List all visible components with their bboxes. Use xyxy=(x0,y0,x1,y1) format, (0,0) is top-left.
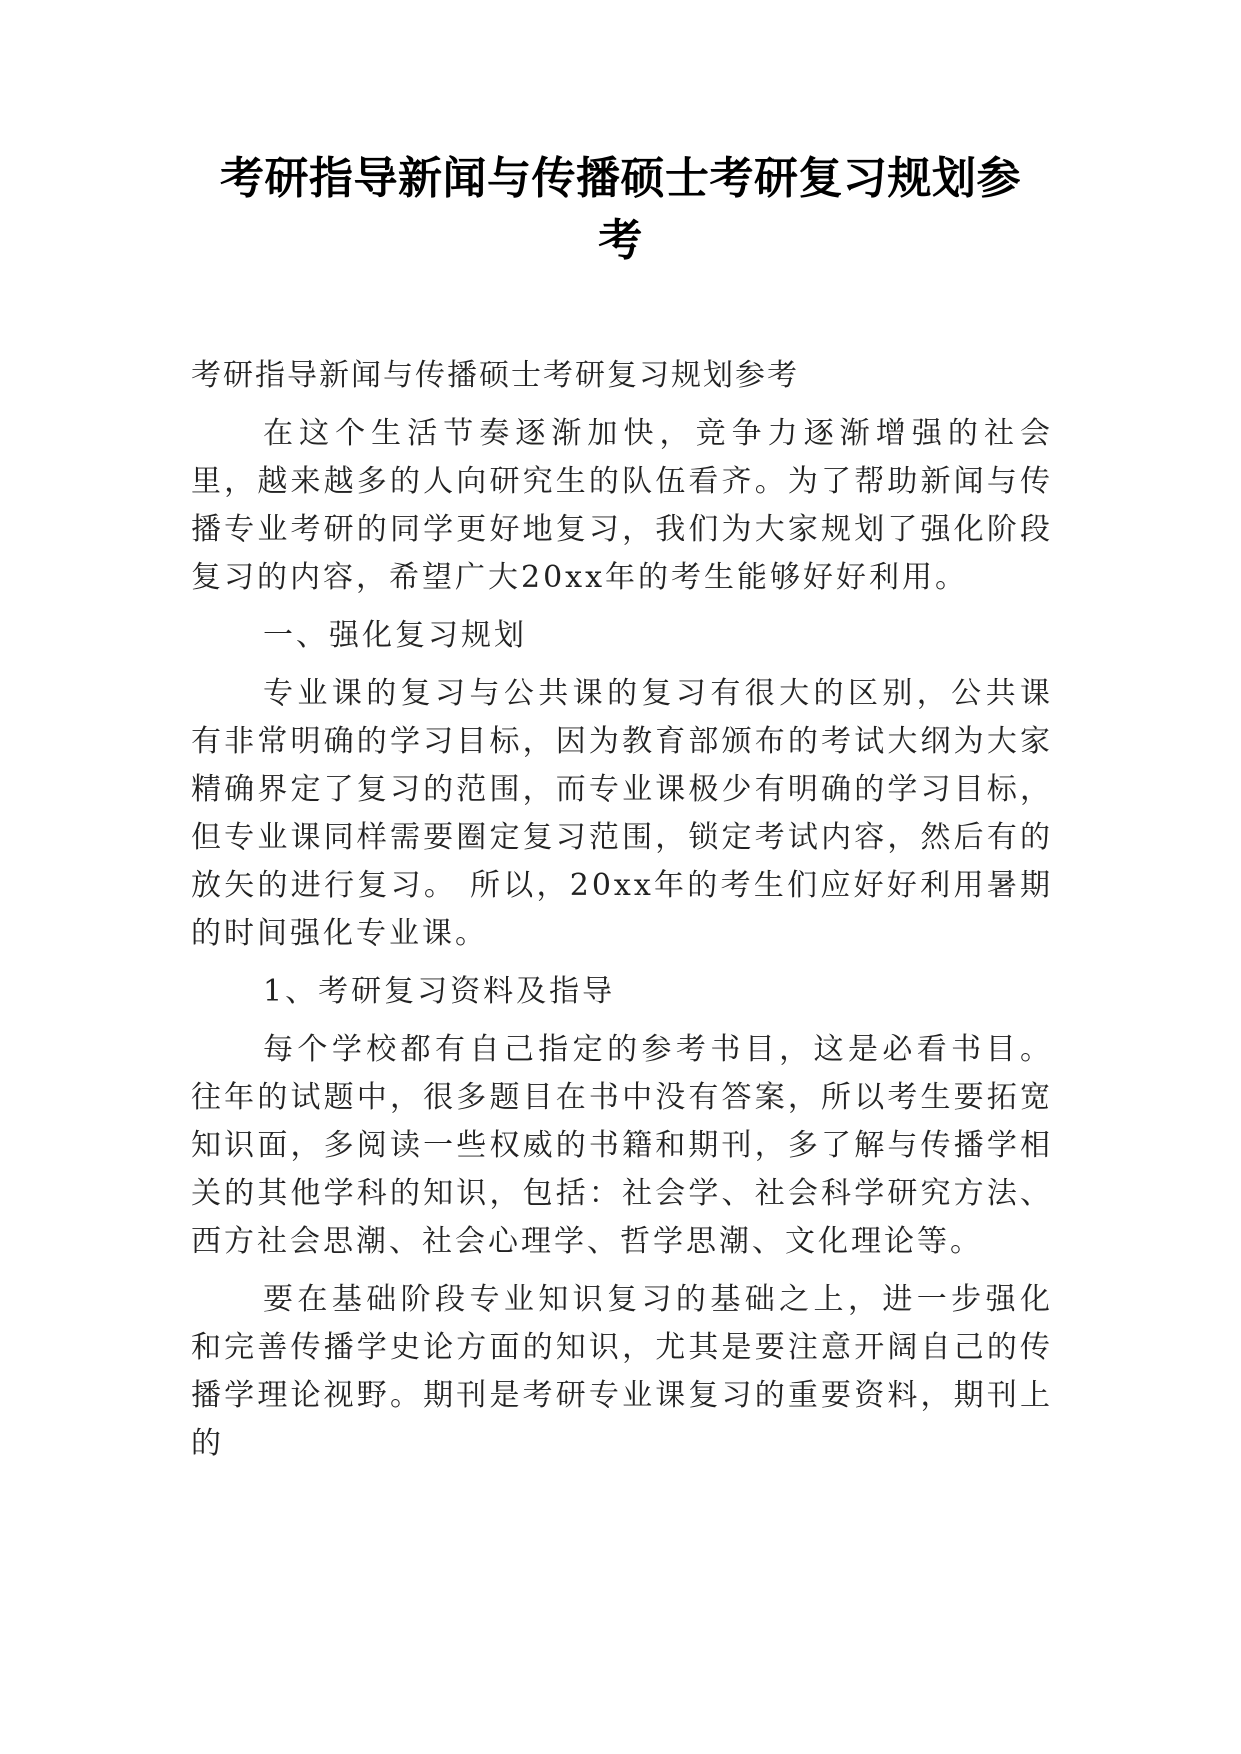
document-body xyxy=(191,352,1053,1468)
document-title-line-1: 考研指导新闻与传播硕士考研复习规划参 xyxy=(220,153,1021,204)
document-title-line-2: 考 xyxy=(598,215,643,266)
document-subtitle: 考研指导新闻与传播硕士考研复习规划参考 xyxy=(191,358,799,393)
paragraph-reference-books: 每个学校都有自己指定的参考书目，这是必看书目。往年的试题中，很多题目在书中没有答案，所以考生要拓宽知识面，多阅读一些权威的书籍和期刊，多了解与传播学相关的其他学科的知识，包括：社会学、社会科学研究方法、西方社会思潮、社会心理学、哲学思潮、文化理论等。 xyxy=(191,1032,1053,1259)
paragraph-intro: 在这个生活节奏逐渐加快，竞争力逐渐增强的社会里，越来越多的人向研究生的队伍看齐。为了帮助新闻与传播专业考研的同学更好地复习，我们为大家规划了强化阶段复习的内容，希望广大20xx年的考生能够好好利用。 xyxy=(191,416,1053,595)
document-title xyxy=(150,148,1091,272)
paragraph-specialty-course: 专业课的复习与公共课的复习有很大的区别，公共课有非常明确的学习目标，因为教育部颁布的考试大纲为大家精确界定了复习的范围，而专业课极少有明确的学习目标，但专业课同样需要圈定复习范围，锁定考试内容，然后有的放矢的进行复习。 所以，20xx年的考生们应好好利用暑期的时间强化专业课。 xyxy=(191,676,1053,951)
paragraph-theory-vision: 要在基础阶段专业知识复习的基础之上，进一步强化和完善传播学史论方面的知识，尤其是要注意开阔自己的传播学理论视野。期刊是考研专业课复习的重要资料，期刊上的 xyxy=(191,1282,1053,1461)
section-heading-1-1: 1、考研复习资料及指导 xyxy=(263,974,616,1009)
section-heading-1: 一、强化复习规划 xyxy=(263,618,527,653)
